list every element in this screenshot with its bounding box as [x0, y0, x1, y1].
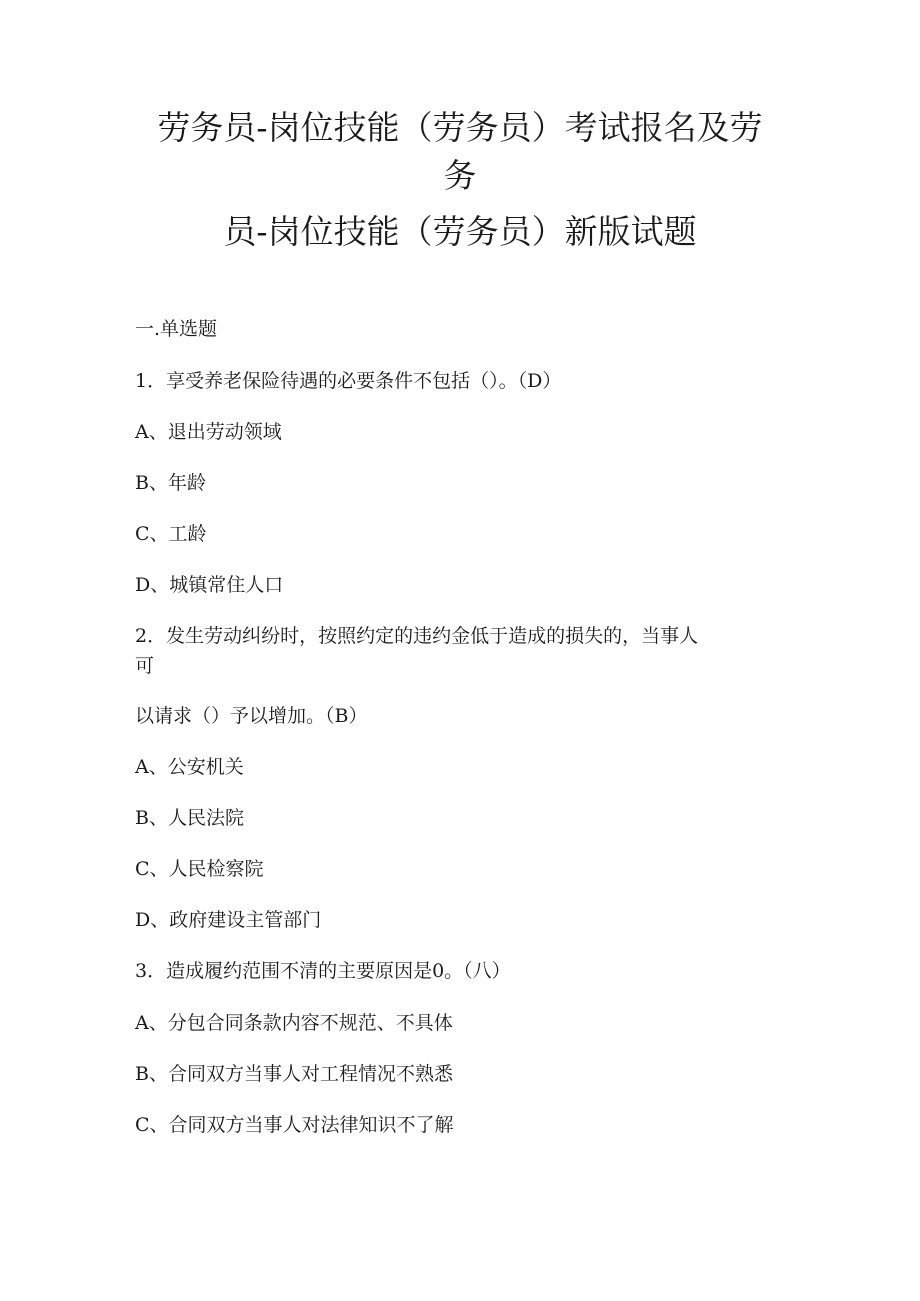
title-line-2: 务	[443, 156, 477, 195]
question-3-option-a: A、分包合同条款内容不规范、不具体	[135, 1012, 453, 1034]
question-2-option-c: C、人民检察院	[135, 858, 264, 880]
section-heading: 一.单选题	[135, 318, 218, 340]
question-1-option-b: B、年龄	[135, 472, 206, 494]
question-2-stem-line-3: 以请求（）予以增加。（B）	[135, 705, 368, 727]
title-line-1: 劳务员-岗位技能（劳务员）考试报名及劳	[157, 108, 763, 147]
question-3-option-c: C、合同双方当事人对法律知识不了解	[135, 1114, 454, 1136]
document-title	[0, 104, 920, 256]
question-2-stem-line-1: 2．发生劳动纠纷时，按照约定的违约金低于造成的损失的，当事人	[135, 625, 699, 647]
question-2-option-d: D、政府建设主管部门	[135, 909, 322, 931]
question-1-stem: 1．享受养老保险待遇的必要条件不包括（）。（D）	[135, 370, 562, 392]
question-3-stem: 3．造成履约范围不清的主要原因是0。（八）	[135, 960, 511, 982]
question-2-option-b: B、人民法院	[135, 807, 244, 829]
question-2-option-a: A、公安机关	[135, 756, 244, 778]
question-1-option-c: C、工龄	[135, 523, 207, 545]
question-1-option-d: D、城镇常住人口	[135, 574, 284, 596]
question-3-option-b: B、合同双方当事人对工程情况不熟悉	[135, 1063, 453, 1085]
title-line-3: 员-岗位技能（劳务员）新版试题	[223, 212, 697, 251]
question-2-stem-line-2: 可	[135, 655, 155, 677]
question-1-option-a: A、退出劳动领域	[135, 421, 282, 443]
